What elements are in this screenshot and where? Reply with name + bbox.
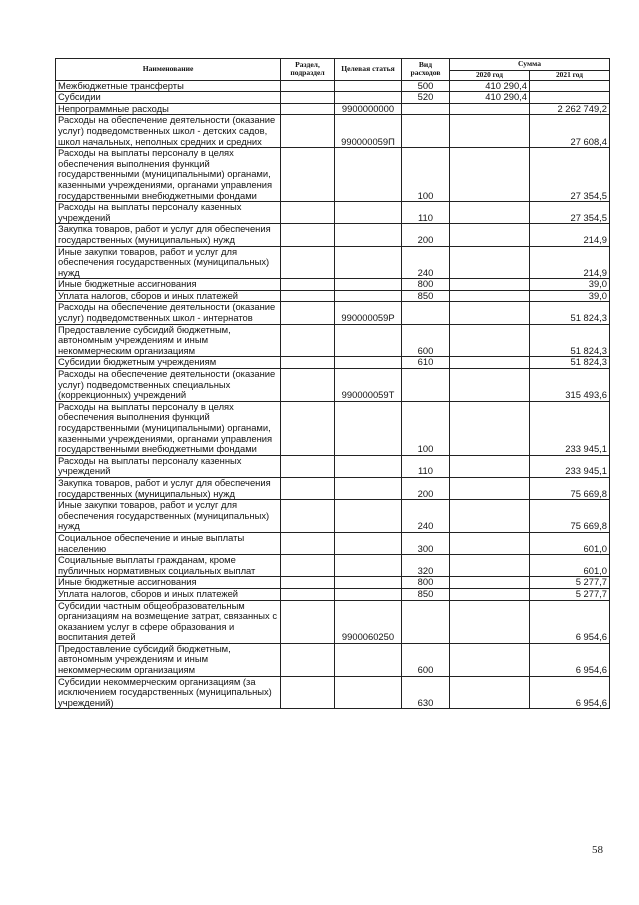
row-name: Социальное обеспечение и иные выплаты населению [56,532,281,554]
row-target [335,500,402,533]
row-section [281,279,335,291]
row-name: Закупка товаров, работ и услуг для обеспечения государственных (муниципальных) нужд [56,224,281,246]
row-name: Уплата налогов, сборов и иных платежей [56,588,281,600]
row-name: Субсидии бюджетным учреждениям [56,357,281,369]
header-year-2021: 2021 год [530,70,610,80]
row-sum-2021: 75 669,8 [530,500,610,533]
row-sum-2021: 6 954,6 [530,643,610,676]
row-section [281,455,335,477]
budget-table [55,58,610,709]
row-section [281,477,335,499]
row-target [335,555,402,577]
row-kind: 600 [402,643,450,676]
header-target: Целевая статья [335,59,402,81]
table-row [56,148,610,202]
row-name: Расходы на выплаты персоналу в целях обеспечения выполнения функций государственными (муниципальными) органами, казенными учреждениями, органами управления государственными внебюджетными фондами [56,401,281,455]
row-name: Непрограммные расходы [56,103,281,115]
row-sum-2021 [530,80,610,92]
row-sum-2020 [450,357,530,369]
row-kind: 110 [402,455,450,477]
row-target [335,676,402,709]
row-name: Предоставление субсидий бюджетным, автономным учреждениям и иным некоммерческим организациям [56,324,281,357]
row-kind: 100 [402,401,450,455]
row-sum-2021: 601,0 [530,532,610,554]
row-kind: 850 [402,588,450,600]
row-sum-2020 [450,588,530,600]
row-kind: 100 [402,148,450,202]
row-sum-2020 [450,103,530,115]
row-sum-2021: 39,0 [530,279,610,291]
row-target: 990000059Р [335,302,402,324]
row-sum-2021: 51 824,3 [530,324,610,357]
table-row [56,279,610,291]
row-name: Субсидии некоммерческим организациям (за исключением государственных (муниципальных) учреждений) [56,676,281,709]
row-section [281,532,335,554]
row-sum-2020 [450,324,530,357]
row-sum-2020 [450,202,530,224]
row-sum-2021: 233 945,1 [530,455,610,477]
row-sum-2021: 6 954,6 [530,600,610,643]
row-kind: 300 [402,532,450,554]
table-row [56,224,610,246]
row-kind [402,302,450,324]
row-kind [402,115,450,148]
table-row [56,676,610,709]
table-row [56,555,610,577]
row-section [281,202,335,224]
row-sum-2020 [450,401,530,455]
row-sum-2020 [450,224,530,246]
header-kind: Вид расходов [402,59,450,81]
row-kind: 200 [402,477,450,499]
row-sum-2021: 51 824,3 [530,302,610,324]
table-row [56,455,610,477]
row-section [281,555,335,577]
row-name: Расходы на обеспечение деятельности (оказание услуг) подведомственных школ - интернатов [56,302,281,324]
row-section [281,357,335,369]
row-section [281,588,335,600]
row-name: Расходы на обеспечение деятельности (оказание услуг) подведомственных специальных (коррекционных) учреждений [56,369,281,402]
row-section [281,115,335,148]
row-sum-2020 [450,290,530,302]
row-section [281,290,335,302]
row-target [335,202,402,224]
row-section [281,500,335,533]
row-kind [402,103,450,115]
row-target [335,246,402,279]
row-kind [402,600,450,643]
row-section [281,369,335,402]
row-sum-2020 [450,279,530,291]
row-target [335,224,402,246]
row-sum-2021: 5 277,7 [530,588,610,600]
row-sum-2020 [450,643,530,676]
row-sum-2021: 2 262 749,2 [530,103,610,115]
row-name: Межбюджетные трансферты [56,80,281,92]
row-section [281,224,335,246]
row-name: Уплата налогов, сборов и иных платежей [56,290,281,302]
row-target: 990000059Т [335,369,402,402]
row-name: Предоставление субсидий бюджетным, автономным учреждениям и иным некоммерческим организациям [56,643,281,676]
row-name: Расходы на выплаты персоналу казенных учреждений [56,455,281,477]
row-sum-2020 [450,532,530,554]
row-sum-2020 [450,676,530,709]
row-section [281,676,335,709]
row-target [335,279,402,291]
row-kind: 610 [402,357,450,369]
row-kind: 320 [402,555,450,577]
row-sum-2020 [450,577,530,589]
row-kind: 110 [402,202,450,224]
row-kind: 600 [402,324,450,357]
row-section [281,643,335,676]
row-target: 9900000000 [335,103,402,115]
row-sum-2021: 27 354,5 [530,148,610,202]
page-number: 58 [592,844,603,856]
row-section [281,324,335,357]
row-sum-2021: 51 824,3 [530,357,610,369]
table-row [56,80,610,92]
table-row [56,103,610,115]
table-header [56,59,610,81]
table-row [56,324,610,357]
row-target [335,357,402,369]
row-sum-2020 [450,369,530,402]
row-sum-2020: 410 290,4 [450,92,530,104]
table-row [56,290,610,302]
row-name: Расходы на выплаты персоналу казенных учреждений [56,202,281,224]
row-name: Иные бюджетные ассигнования [56,577,281,589]
table-row [56,500,610,533]
row-kind: 520 [402,92,450,104]
table-row [56,600,610,643]
row-sum-2021: 5 277,7 [530,577,610,589]
table-row [56,401,610,455]
table-row [56,357,610,369]
row-sum-2021: 233 945,1 [530,401,610,455]
table-row [56,302,610,324]
row-sum-2020 [450,500,530,533]
row-target [335,290,402,302]
row-sum-2021: 27 354,5 [530,202,610,224]
row-kind: 500 [402,80,450,92]
row-kind [402,369,450,402]
row-target [335,148,402,202]
table-row [56,643,610,676]
row-kind: 850 [402,290,450,302]
row-target [335,477,402,499]
header-section: Раздел, подраздел [281,59,335,81]
row-section [281,302,335,324]
table-row [56,115,610,148]
row-name: Расходы на выплаты персоналу в целях обеспечения выполнения функций государственными (муниципальными) органами, казенными учреждениями, органами управления государственными внебюджетными фондами [56,148,281,202]
table-row [56,532,610,554]
row-sum-2021: 214,9 [530,246,610,279]
row-kind: 630 [402,676,450,709]
row-sum-2020 [450,555,530,577]
row-target: 9900060250 [335,600,402,643]
row-section [281,103,335,115]
row-kind: 800 [402,577,450,589]
row-kind: 240 [402,500,450,533]
row-sum-2021: 39,0 [530,290,610,302]
row-sum-2020 [450,477,530,499]
row-section [281,92,335,104]
row-sum-2021 [530,92,610,104]
row-section [281,148,335,202]
row-kind: 800 [402,279,450,291]
row-name: Субсидии частным общеобразовательным организациям на возмещение затрат, связанных с оказанием услуг в сфере образования и воспитания детей [56,600,281,643]
header-name: Наименование [56,59,281,81]
row-kind: 200 [402,224,450,246]
row-target [335,532,402,554]
header-year-2020: 2020 год [450,70,530,80]
row-sum-2021: 27 608,4 [530,115,610,148]
row-target [335,455,402,477]
row-target [335,643,402,676]
row-name: Иные закупки товаров, работ и услуг для обеспечения государственных (муниципальных) нужд [56,500,281,533]
row-section [281,246,335,279]
row-sum-2021: 75 669,8 [530,477,610,499]
row-target [335,92,402,104]
row-name: Социальные выплаты гражданам, кроме публичных нормативных социальных выплат [56,555,281,577]
row-sum-2020 [450,302,530,324]
row-name: Расходы на обеспечение деятельности (оказание услуг) подведомственных школ - детских садов, школ начальных, неполных средних и средних [56,115,281,148]
row-sum-2021: 6 954,6 [530,676,610,709]
table-row [56,92,610,104]
row-target [335,401,402,455]
table-row [56,577,610,589]
row-target [335,577,402,589]
row-sum-2020: 410 290,4 [450,80,530,92]
row-sum-2020 [450,148,530,202]
row-target [335,80,402,92]
table-body [56,80,610,709]
row-kind: 240 [402,246,450,279]
table-row [56,202,610,224]
row-section [281,577,335,589]
header-sum: Сумма [450,59,610,71]
row-section [281,600,335,643]
row-sum-2021: 315 493,6 [530,369,610,402]
row-sum-2021: 601,0 [530,555,610,577]
row-sum-2020 [450,455,530,477]
row-name: Закупка товаров, работ и услуг для обеспечения государственных (муниципальных) нужд [56,477,281,499]
row-name: Субсидии [56,92,281,104]
row-target [335,324,402,357]
table-row [56,246,610,279]
row-section [281,80,335,92]
row-target: 990000059П [335,115,402,148]
row-section [281,401,335,455]
table-row [56,588,610,600]
row-sum-2020 [450,600,530,643]
row-sum-2020 [450,246,530,279]
table-row [56,477,610,499]
row-sum-2020 [450,115,530,148]
row-target [335,588,402,600]
table-row [56,369,610,402]
row-name: Иные закупки товаров, работ и услуг для обеспечения государственных (муниципальных) нужд [56,246,281,279]
row-name: Иные бюджетные ассигнования [56,279,281,291]
row-sum-2021: 214,9 [530,224,610,246]
